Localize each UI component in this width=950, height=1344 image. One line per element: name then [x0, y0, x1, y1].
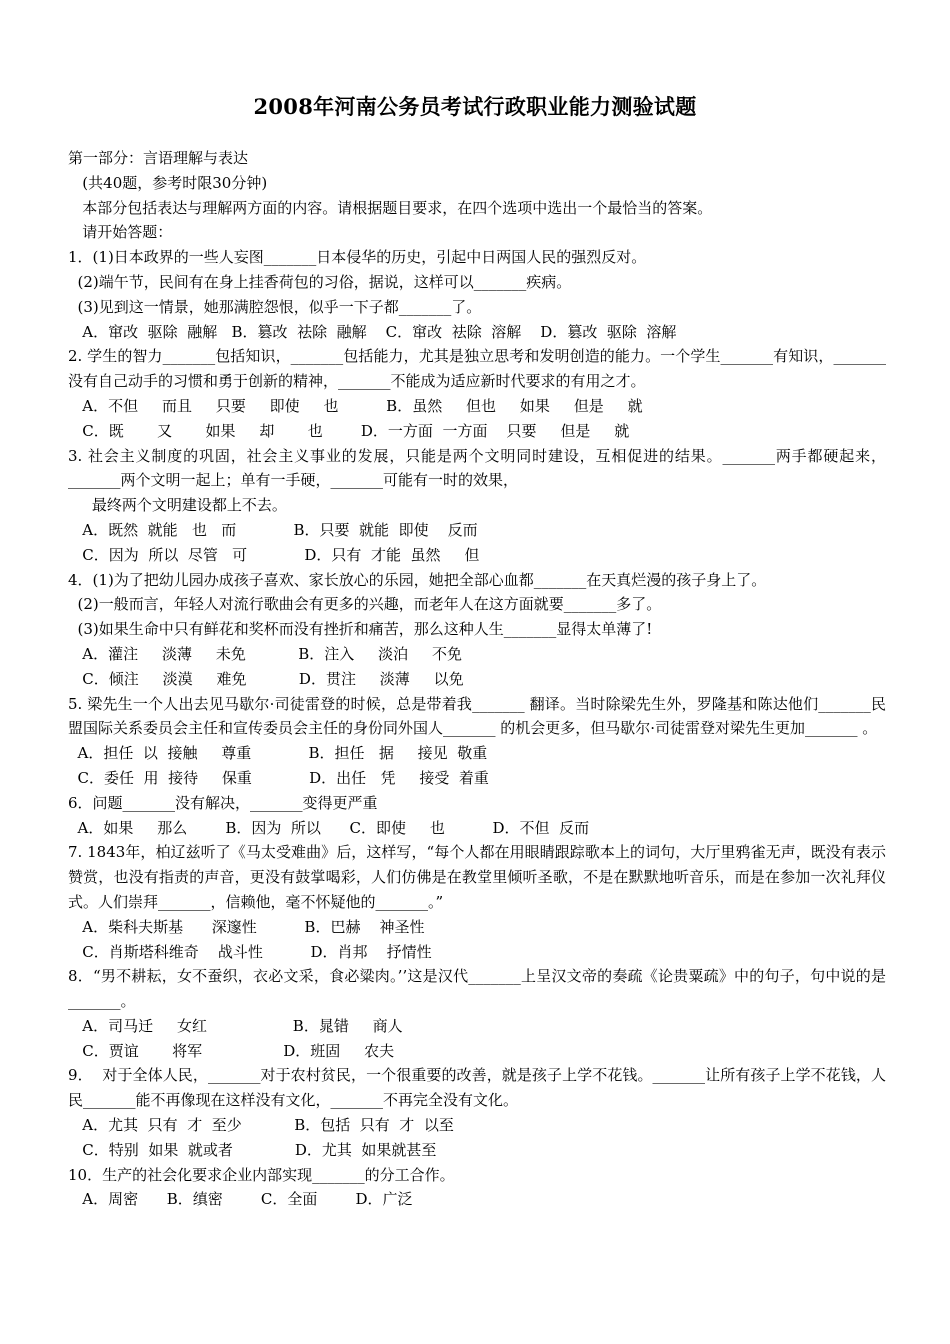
- question-10-stem: 10．生产的社会化要求企业内部实现_______的分工合作。: [68, 1165, 455, 1184]
- question-9-stem: 9． 对于全体人民，_______对于农村贫民，一个很重要的改善，就是孩子上学不花钱。_______让所有孩子上学不花钱，人民_______能不再像现在这样没有文化，_______不再完全没有文化。: [68, 1066, 886, 1110]
- document-title: 2008年河南公务员考试行政职业能力测验试题: [253, 94, 697, 119]
- section-heading: 第一部分：言语理解与表达: [68, 149, 249, 167]
- question-8-options-ab: A．司马迁 女红 B．晁错 商人: [68, 1016, 403, 1035]
- question-2-options-ab: A．不但 而且 只要 即使 也 B．虽然 但也 如果 但是 就: [68, 396, 643, 415]
- question-7-options-cd: C．肖斯塔科维奇 战斗性 D．肖邦 抒情性: [68, 942, 432, 961]
- question-4-options-ab: A．灌注 淡薄 未免 B．注入 淡泊 不免: [68, 644, 462, 663]
- question-7-stem: 7. 1843年，柏辽兹听了《马太受难曲》后，这样写，“每个人都在用眼睛跟踪歌本上的词句，大厅里鸦雀无声，既没有表示赞赏，也没有指责的声音，更没有鼓掌喝彩，人们仿佛是在教堂里倾听圣歌，不是在默默地听音乐，而是在参加一次礼拜仪式。人们崇拜_______，信赖他，毫不怀疑他的_______。”: [68, 843, 886, 911]
- question-8-options-cd: C．贾谊 将军 D．班固 农夫: [68, 1041, 395, 1060]
- question-6-stem: 6．问题_______没有解决，_______变得更严重: [68, 793, 378, 812]
- question-5-options-cd: C．委任 用 接待 保重 D．出任 凭 接受 着重: [68, 768, 489, 787]
- question-10-options: A．周密 B．缜密 C．全面 D．广泛: [68, 1190, 413, 1209]
- question-2-options-cd: C．既 又 如果 却 也 D．一方面 一方面 只要 但是 就: [68, 421, 630, 440]
- question-3-stem-cont: 最终两个文明建设都上不去。: [68, 496, 287, 515]
- start-prompt: 请开始答题：: [68, 223, 173, 242]
- question-4-stem-2: (2)一般而言，年轻人对流行歌曲会有更多的兴趣，而老年人在这方面就要_______多了。: [68, 595, 662, 614]
- question-8-stem: 8．“男不耕耘，女不蚕织，衣必文采，食必粱肉。’’这是汉代_______上呈汉文帝的奏疏《论贵粟疏》中的句子，句中说的是_______。: [68, 967, 886, 1011]
- question-9-options-cd: C．特别 如果 就或者 D．尤其 如果就甚至: [68, 1140, 437, 1159]
- question-6-options: A．如果 那么 B．因为 所以 C．即使 也 D．不但 反而: [68, 818, 590, 837]
- question-1-stem-3: (3)见到这一情景，她那满腔怨恨，似乎一下子都_______了。: [68, 297, 482, 316]
- question-1-stem-2: (2)端午节，民间有在身上挂香荷包的习俗，据说，这样可以_______疾病。: [68, 272, 572, 291]
- question-4-options-cd: C．倾注 淡漠 难免 D．贯注 淡薄 以免: [68, 669, 464, 688]
- question-9-options-ab: A．尤其 只有 才 至少 B．包括 只有 才 以至: [68, 1116, 454, 1135]
- question-4-stem-3: (3)如果生命中只有鲜花和奖杯而没有挫折和痛苦，那么这种人生_______显得太单薄了!: [68, 620, 653, 639]
- question-5-stem: 5. 梁先生一个人出去见马歇尔·司徒雷登的时候，总是带着我_______ 翻译。当时除梁先生外，罗隆基和陈达他们_______民盟国际关系委员会主任和宣传委员会主任的身份同外国人_______ 的机会更多，但马歇尔·司徒雷登对梁先生更加_______ 。: [68, 694, 886, 738]
- question-7-options-ab: A．柴科夫斯基 深邃性 B．巴赫 神圣性: [68, 917, 425, 936]
- question-3-options-cd: C．因为 所以 尽管 可 D．只有 才能 虽然 但: [68, 545, 480, 564]
- section-instructions: 本部分包括表达与理解两方面的内容。请根据题目要求，在四个选项中选出一个最恰当的答案。: [68, 198, 713, 217]
- question-3-stem: 3. 社会主义制度的巩固，社会主义事业的发展，只能是两个文明同时建设，互相促进的结果。_______两手都硬起来，_______两个文明一起上；单有一手硬，_______可能有一时的效果，: [68, 446, 886, 490]
- question-1-options: A．窜改 驱除 融解 B．篡改 祛除 融解 C．窜改 祛除 溶解 D．篡改 驱除 溶解: [68, 322, 677, 341]
- question-3-options-ab: A．既然 就能 也 而 B．只要 就能 即使 反而: [68, 520, 478, 539]
- document-body: [68, 146, 886, 1212]
- question-2-stem: 2. 学生的智力_______包括知识，_______包括能力，尤其是独立思考和发明创造的能力。一个学生_______有知识，_______没有自己动手的习惯和勇于创新的精神，_______不能成为适应新时代要求的有用之才。: [68, 347, 886, 391]
- section-note: (共40题，参考时限30分钟): [68, 173, 268, 192]
- question-4-stem-1: 4．(1)为了把幼儿园办成孩子喜欢、家长放心的乐园，她把全部心血都_______在天真烂漫的孩子身上了。: [68, 570, 767, 589]
- question-1-stem-1: 1．(1)日本政界的一些人妄图_______日本侵华的历史，引起中日两国人民的强烈反对。: [68, 248, 647, 267]
- question-5-options-ab: A．担任 以 接触 尊重 B．担任 据 接见 敬重: [68, 744, 488, 763]
